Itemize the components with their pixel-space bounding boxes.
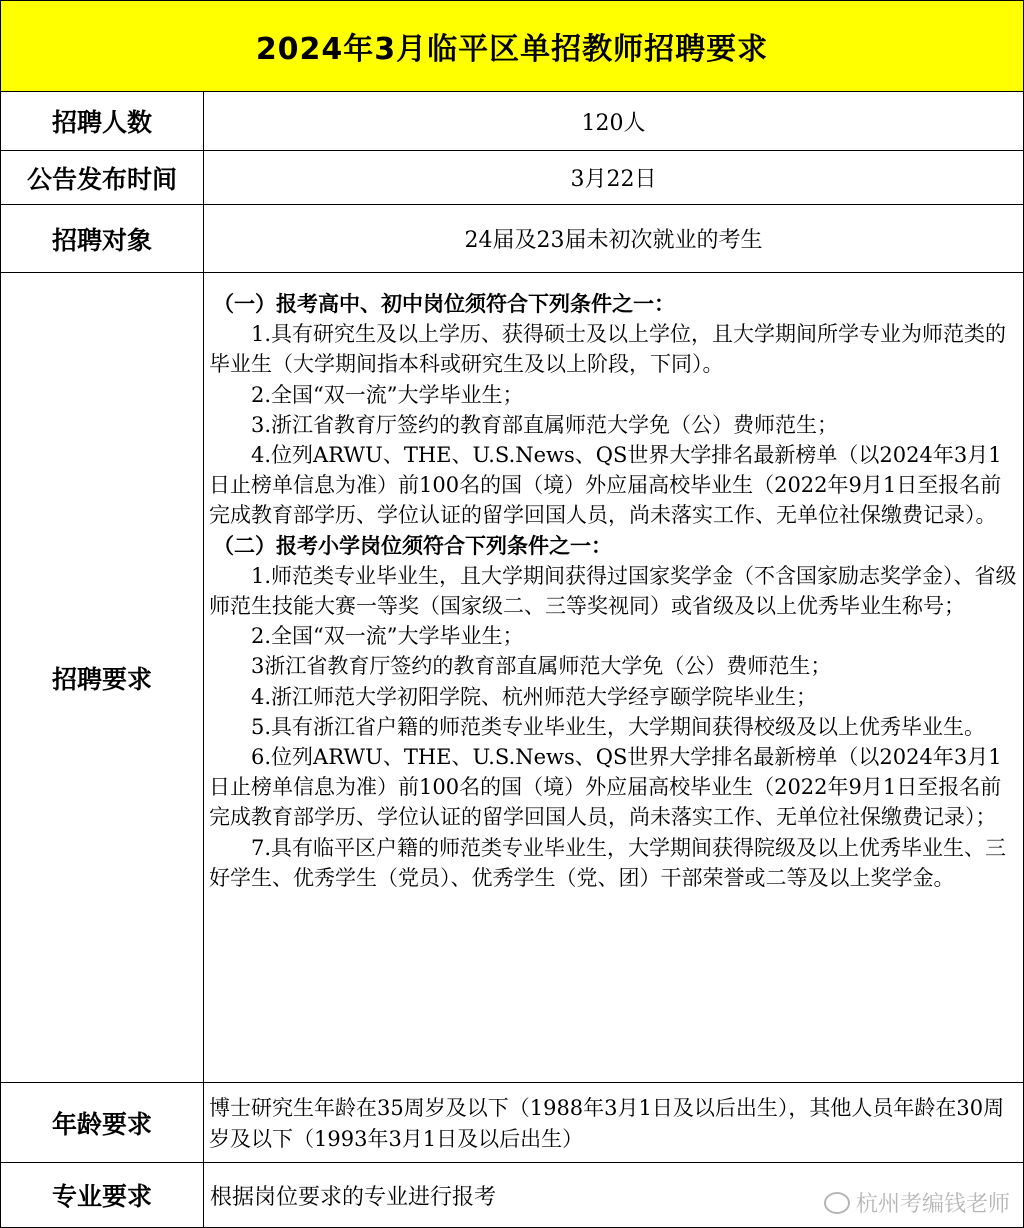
label-major-requirement: 专业要求	[1, 1163, 204, 1227]
requirement-item: 3浙江省教育厅签约的教育部直属师范大学免（公）费师范生；	[251, 654, 832, 679]
label-requirements: 招聘要求	[1, 273, 204, 1082]
section-heading: （一）报考高中、初中岗位须符合下列条件之一：	[213, 292, 675, 316]
requirement-item: 3.浙江省教育厅签约的教育部直属师范大学免（公）费师范生；	[251, 412, 839, 437]
value-recruit-count: 120人	[581, 110, 646, 136]
requirement-item: 7.具有临平区户籍的师范类专业毕业生，大学期间获得院级及以上优秀毕业生、三好学生、优秀学生（党员）、优秀学生（党、团）干部荣誉或二等及以上奖学金。	[209, 835, 1007, 890]
requirement-item: 5.具有浙江省户籍的师范类专业毕业生，大学期间获得校级及以上优秀毕业生。	[251, 714, 986, 739]
row-announce-date	[1, 151, 1023, 205]
label-age-requirement: 年龄要求	[1, 1083, 204, 1162]
row-requirements	[1, 273, 1023, 1083]
row-recruit-count	[1, 92, 1023, 151]
section-heading: （二）报考小学岗位须符合下列条件之一：	[213, 533, 612, 558]
requirement-item: 6.位列ARWU、THE、U.S.News、QS世界大学排名最新榜单（以2024年3月1日止榜单信息为准）前100名的国（境）外应届高校毕业生（2022年9月1日至报名前完成教育部学历、学位认证的留学回国人员，尚未落实工作、无单位社保缴费记录）；	[209, 745, 1002, 830]
watermark-text: 杭州考编钱老师	[855, 1192, 1010, 1217]
requirement-item: 4.浙江师范大学初阳学院、杭州师范大学经亨颐学院毕业生；	[251, 684, 818, 709]
requirements-text	[209, 289, 1017, 893]
label-announce-date: 公告发布时间	[1, 151, 204, 204]
weibo-logo-icon	[824, 1192, 850, 1214]
requirement-item: 4.位列ARWU、THE、U.S.News、QS世界大学排名最新榜单（以2024年3月1日止榜单信息为准）前100名的国（境）外应届高校毕业生（2022年9月1日至报名前完成教育部学历、学位认证的留学回国人员，尚未落实工作、无单位社保缴费记录）。	[209, 443, 1002, 528]
row-recruit-target	[1, 205, 1023, 273]
label-recruit-target: 招聘对象	[1, 205, 204, 272]
table-title: 2024年3月临平区单招教师招聘要求	[1, 1, 1023, 92]
value-announce-date: 3月22日	[570, 167, 657, 192]
requirement-item: 1.具有研究生及以上学历、获得硕士及以上学位，且大学期间所学专业为师范类的毕业生（大学期间指本科或研究生及以上阶段，下同）。	[209, 322, 1007, 377]
row-age-requirement	[1, 1083, 1023, 1163]
watermark	[824, 1187, 1010, 1218]
requirement-item: 2.全国“双一流”大学毕业生；	[251, 382, 524, 407]
label-recruit-count: 招聘人数	[1, 92, 204, 150]
value-major-requirement: 根据岗位要求的专业进行报考	[210, 1184, 497, 1210]
value-recruit-target: 24届及23届未初次就业的考生	[464, 228, 763, 253]
requirement-item: 1.师范类专业毕业生，且大学期间获得过国家奖学金（不含国家励志奖学金）、省级师范生技能大赛一等奖（国家级二、三等奖视同）或省级及以上优秀毕业生称号；	[209, 563, 1017, 619]
requirement-item: 2.全国“双一流”大学毕业生；	[251, 624, 524, 649]
value-age-requirement: 博士研究生年龄在35周岁及以下（1988年3月1日及以后出生），其他人员年龄在30周岁及以下（1993年3月1日及以后出生）	[209, 1096, 1005, 1151]
